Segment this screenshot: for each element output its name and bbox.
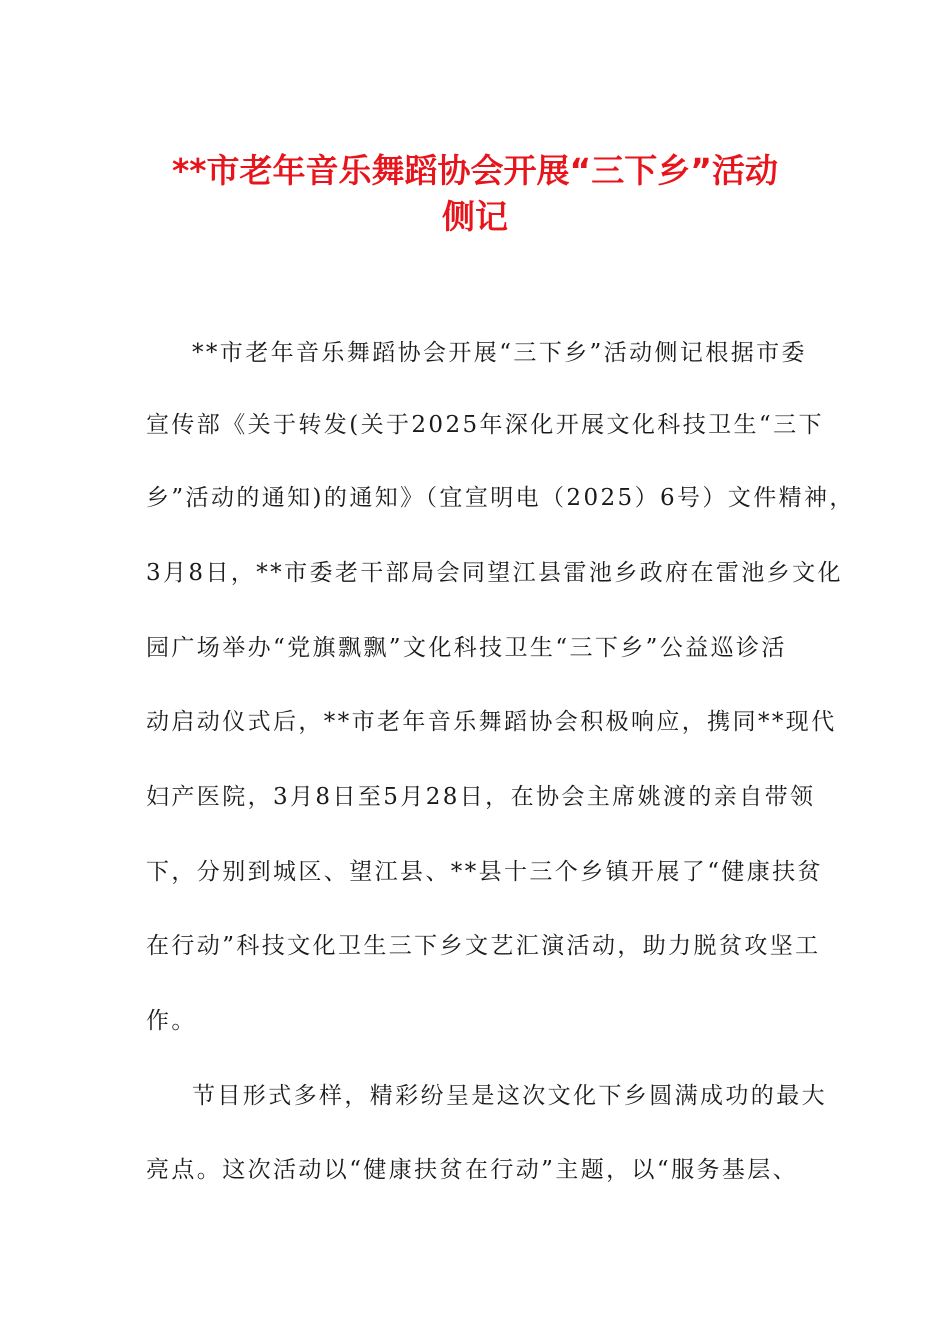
paragraph-1-line-10: 作。 [146, 1008, 197, 1034]
paragraph-1-line-9: 在行动”科技文化卫生三下乡文艺汇演活动，助力脱贫攻坚工 [146, 933, 821, 959]
paragraph-2-line-1: 节目形式多样，精彩纷呈是这次文化下乡圆满成功的最大 [192, 1083, 827, 1109]
document-title-line-1: **市老年音乐舞蹈协会开展“三下乡”活动 [172, 151, 778, 190]
paragraph-1-line-3: 乡”活动的通知)的通知》（宜宣明电（2025）6号）文件精神， [146, 485, 855, 511]
document-title-line-2: 侧记 [442, 197, 508, 236]
paragraph-1-line-4: 3月8日，**市委老干部局会同望江县雷池乡政府在雷池乡文化 [146, 560, 843, 586]
paragraph-1-line-5: 园广场举办“党旗飘飘”文化科技卫生“三下乡”公益巡诊活 [146, 635, 787, 661]
paragraph-1-line-8: 下，分别到城区、望江县、**县十三个乡镇开展了“健康扶贫 [146, 859, 823, 885]
paragraph-1-line-6: 动启动仪式后，**市老年音乐舞蹈协会积极响应，携同**现代 [146, 709, 837, 735]
paragraph-1-line-1: **市老年音乐舞蹈协会开展“三下乡”活动侧记根据市委 [192, 340, 807, 366]
paragraph-2-line-2: 亮点。这次活动以“健康扶贫在行动”主题，以“服务基层、 [146, 1157, 799, 1183]
paragraph-1-line-7: 妇产医院，3月8日至5月28日，在协会主席姚渡的亲自带领 [146, 784, 816, 810]
paragraph-1-line-2: 宣传部《关于转发(关于2025年深化开展文化科技卫生“三下 [146, 412, 824, 438]
